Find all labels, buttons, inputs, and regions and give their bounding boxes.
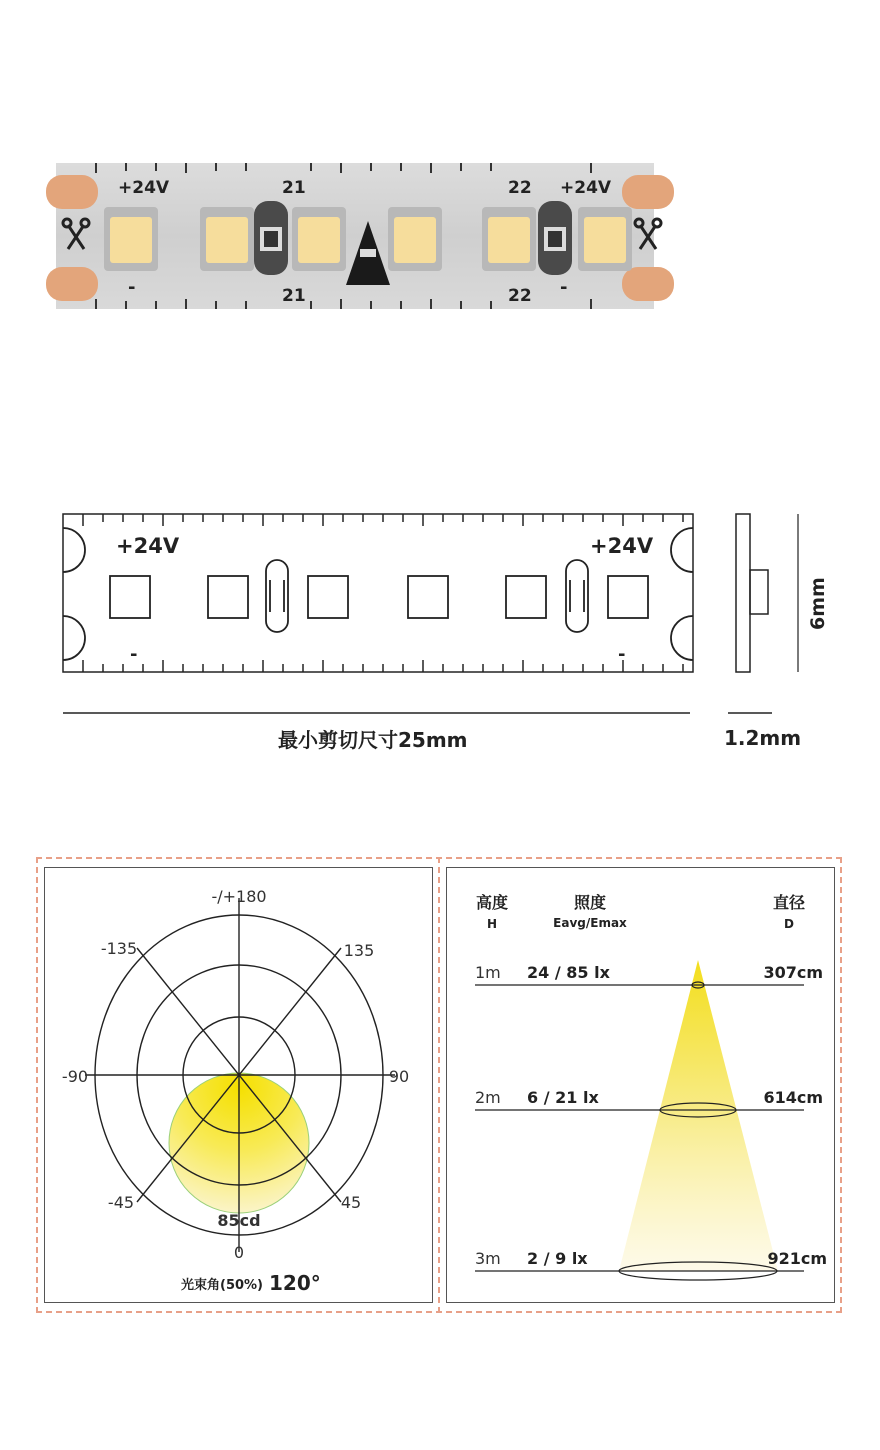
header-lux-sub: Eavg/Emax [553,916,627,930]
header-height: 高度 [475,893,509,912]
angle-label-right: 90 [388,1067,410,1086]
photo-voltage-right: +24V [560,178,612,198]
row-lux: 2 / 9 lx [527,1249,588,1268]
photo-minus-right: - [560,277,568,298]
led-strip-photo [56,163,654,309]
illuminance-diagram [447,868,836,1304]
photo-segment-right-bottom: 22 [508,286,532,306]
angle-label-top: -/+180 [211,887,267,906]
drawing-voltage-right: +24V [590,534,654,558]
row-height: 2m [475,1088,501,1107]
drawing-voltage-left: +24V [116,534,180,558]
angle-label-bl: -45 [107,1193,135,1212]
photo-segment-right-top: 22 [508,178,532,198]
light-cone [619,960,778,1271]
led-strip-photo-graphic [56,163,654,309]
row-lux: 6 / 21 lx [527,1088,599,1107]
beam-angle-label: 光束角(50%) [181,1278,263,1293]
header-diameter-sub: D [784,917,794,931]
strip-drawing [58,508,829,768]
row-lux: 24 / 85 lx [527,963,610,982]
row-diameter: 307cm [763,963,823,982]
thickness-label: 1.2mm [724,726,802,750]
angle-label-left: -90 [61,1067,89,1086]
beam-angle-value: 120° [269,1271,321,1295]
section-divider [438,857,440,1313]
drawing-minus-right: - [618,644,626,665]
photo-minus-left: - [128,277,136,298]
row-height: 1m [475,963,501,982]
photo-segment-left-bottom: 21 [282,286,306,306]
header-diameter: 直径 [772,893,806,912]
header-height-sub: H [486,917,498,931]
height-dimension-label: 6mm [807,577,829,630]
row-diameter: 921cm [767,1249,827,1268]
angle-label-bottom: 0 [233,1243,245,1262]
photo-segment-left-top: 21 [282,178,306,198]
intensity-label: 85cd [217,1211,261,1230]
cut-length-label: 最小剪切尺寸25mm [278,728,468,752]
row-height: 3m [475,1249,501,1268]
drawing-minus-left: - [130,644,138,665]
header-lux: 照度 [573,893,607,912]
polar-diagram [45,868,434,1304]
angle-label-tr: 135 [343,941,375,960]
photo-voltage-left: +24V [118,178,170,198]
polar-diagram-panel [44,867,433,1303]
angle-label-br: 45 [340,1193,362,1212]
angle-label-tl: -135 [100,939,138,958]
illuminance-panel [446,867,835,1303]
row-diameter: 614cm [763,1088,823,1107]
